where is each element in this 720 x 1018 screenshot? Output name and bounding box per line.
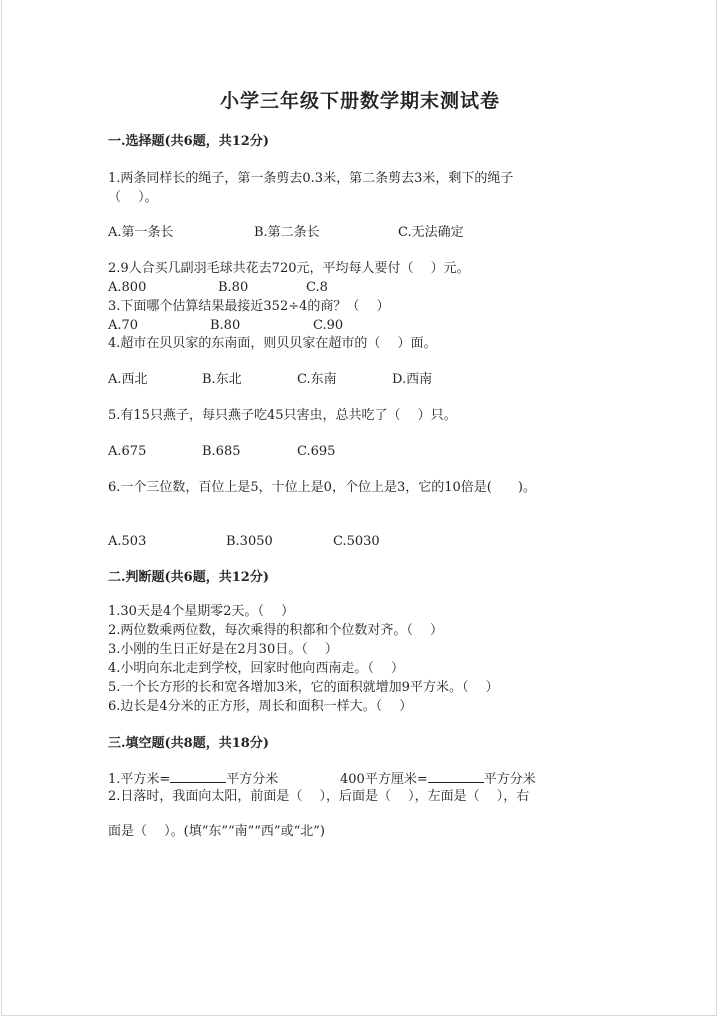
judge-item: 6.边长是4分米的正方形，周长和面积一样大。（ ） [108, 699, 413, 714]
judge-item: 1.30天是4个星期零2天。（ ） [108, 604, 295, 619]
page-title: 小学三年级下册数学期末测试卷 [219, 90, 500, 112]
q5-option-c: C.695 [297, 444, 336, 459]
fill-q2-text: 2.日落时，我面向太阳，前面是（ ），后面是（ ），左面是（ ），右 [108, 789, 530, 804]
q5-option-b: B.685 [202, 444, 241, 459]
q4-option-c: C.东南 [297, 372, 337, 387]
q5-option-a: A.675 [108, 444, 147, 459]
judge-item: 2.两位数乘两位数，每次乘得的积都和个位数对齐。（ ） [108, 623, 444, 638]
q6-text: 6.一个三位数，百位上是5，十位上是0，个位上是3，它的10倍是( )。 [108, 480, 536, 495]
fill-q1-part1: 1.平方米= [108, 772, 171, 787]
q2-option-b: B.80 [218, 280, 249, 295]
q6-option-a: A.503 [108, 534, 147, 549]
section-heading-judge: 二.判断题(共6题，共12分) [108, 570, 269, 585]
q6-option-b: B.3050 [226, 534, 273, 549]
fill-q2-text-line2: 面是（ ）。(填“东”“南”“西”或“北”) [108, 824, 325, 839]
q1-option-b: B.第二条长 [254, 225, 320, 240]
fill-q1 [108, 770, 278, 788]
q3-option-b: B.80 [210, 318, 241, 333]
fill-q1-second [340, 770, 536, 788]
fill-q1-part2: 400平方厘米= [340, 772, 428, 787]
q1-text: 1.两条同样长的绳子，第一条剪去0.3米，第二条剪去3米，剩下的绳子 [108, 171, 514, 186]
q4-option-d: D.西南 [392, 372, 433, 387]
q3-option-a: A.70 [108, 318, 139, 333]
q1-option-c: C.无法确定 [398, 225, 464, 240]
q2-option-a: A.800 [108, 280, 147, 295]
answer-blank [428, 770, 484, 783]
q6-option-c: C.5030 [333, 534, 380, 549]
q3-text: 3.下面哪个估算结果最接近352÷4的商？（ ） [108, 299, 390, 314]
q1-text-line2: （ ）。 [108, 190, 158, 205]
fill-q1-unit2: 平方分米 [483, 772, 536, 787]
section-heading-fill: 三.填空题(共8题，共18分) [108, 736, 269, 751]
q3-option-c: C.90 [313, 318, 344, 333]
judge-item: 4.小明向东北走到学校，回家时他向西南走。（ ） [108, 661, 405, 676]
q2-text: 2.9人合买几副羽毛球共花去720元，平均每人要付（ ）元。 [108, 261, 470, 276]
q5-text: 5.有15只燕子，每只燕子吃45只害虫，总共吃了（ ）只。 [108, 408, 457, 423]
judge-item: 3.小刚的生日正好是在2月30日。（ ） [108, 642, 338, 657]
q2-option-c: C.8 [306, 280, 328, 295]
q4-text: 4.超市在贝贝家的东南面，则贝贝家在超市的（ ）面。 [108, 336, 437, 351]
section-heading-choice: 一.选择题(共6题，共12分) [108, 134, 269, 149]
fill-q1-unit1: 平方分米 [226, 772, 279, 787]
judge-item: 5.一个长方形的长和宽各增加3米，它的面积就增加9平方米。（ ） [108, 680, 499, 695]
answer-blank [170, 770, 226, 783]
page-border [1, 0, 717, 1016]
q1-option-a: A.第一条长 [108, 225, 174, 240]
q4-option-b: B.东北 [202, 372, 242, 387]
q4-option-a: A.西北 [108, 372, 148, 387]
